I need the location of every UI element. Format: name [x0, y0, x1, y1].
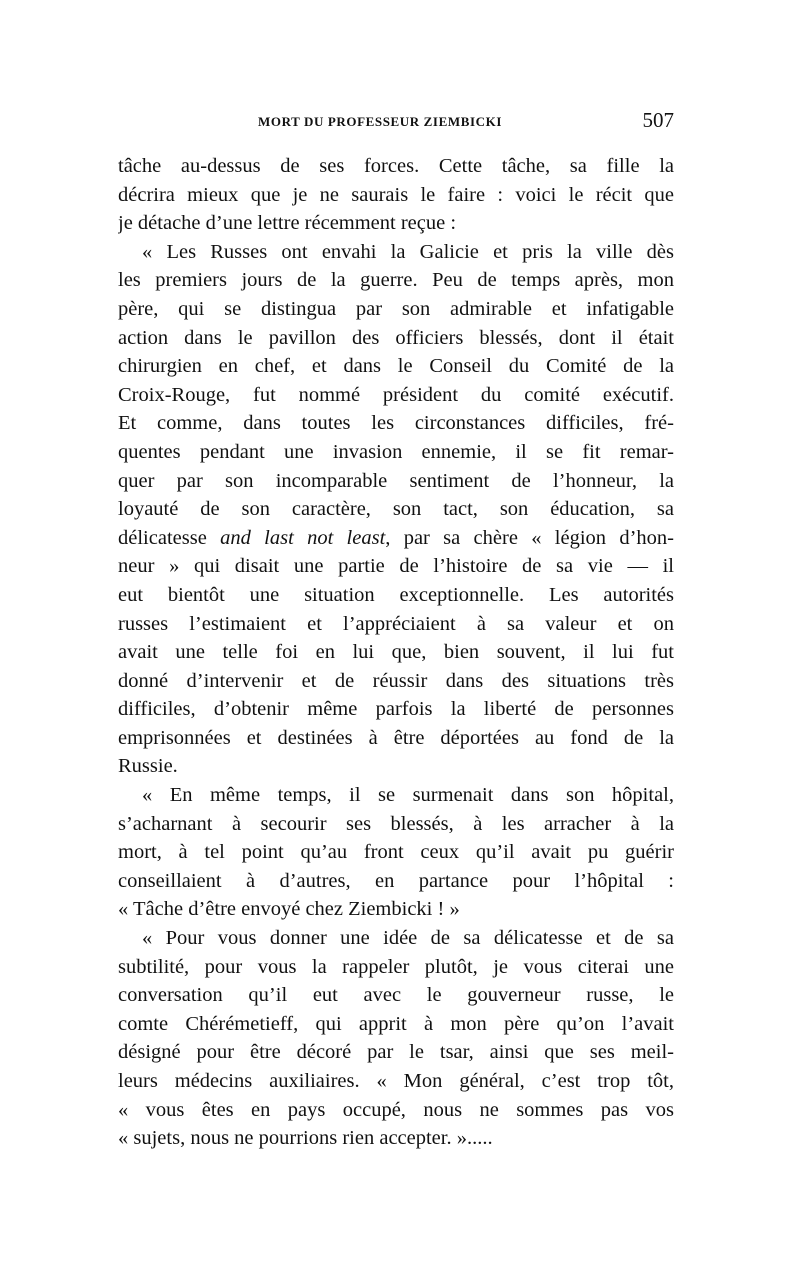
text-line: Russie.: [118, 755, 178, 778]
text-line: les premiers jours de la guerre. Peu de temps après, mon: [118, 269, 674, 292]
text-line: quentes pendant une invasion ennemie, il se fit remar-: [118, 440, 674, 463]
text-line: décrira mieux que je ne saurais le faire : voici le récit que: [118, 183, 674, 206]
text-line: neur » qui disait une partie de l’histoire de sa vie — il: [118, 555, 674, 578]
text-line: action dans le pavillon des officiers blessés, dont il était: [118, 326, 674, 349]
text-line: subtilité, pour vous la rappeler plutôt, je vous citerai une: [118, 955, 674, 978]
text-line: loyauté de son caractère, son tact, son éducation, sa: [118, 498, 674, 521]
text-line: « En même temps, il se surmenait dans son hôpital,: [142, 784, 674, 807]
text-line: désigné pour être décoré par le tsar, ainsi que ses meil-: [118, 1041, 674, 1064]
text-segment: délicatesse: [118, 526, 221, 549]
text-line: tâche au-dessus de ses forces. Cette tâche, sa fille la: [118, 155, 674, 177]
text-line: conversation qu’il eut avec le gouverneur russe, le: [118, 984, 674, 1007]
running-title: MORT DU PROFESSEUR ZIEMBICKI: [258, 114, 502, 129]
text-line: père, qui se distingua par son admirable et infatigable: [118, 297, 674, 320]
running-header: [118, 108, 674, 136]
text-line: donné d’intervenir et de réussir dans des situations très: [118, 669, 674, 692]
text-line: « Tâche d’être envoyé chez Ziembicki ! »: [118, 898, 460, 921]
text-line: eut bientôt une situation exceptionnelle. Les autorités: [118, 583, 674, 606]
page-number: 507: [642, 108, 674, 132]
text-line-with-italic: [118, 524, 674, 553]
text-line: avait une telle foi en lui que, bien souvent, il lui fut: [118, 641, 674, 664]
text-line: « Les Russes ont envahi la Galicie et pris la ville dès: [142, 240, 674, 263]
body-text: [118, 152, 674, 1153]
text-line: quer par son incomparable sentiment de l’honneur, la: [118, 469, 674, 492]
text-line: russes l’estimaient et l’appréciaient à sa valeur et on: [118, 612, 674, 635]
text-line: s’acharnant à secourir ses blessés, à les arracher à la: [118, 812, 674, 835]
text-line: « sujets, nous ne pourrions rien accepter. ».....: [118, 1127, 493, 1150]
text-line: leurs médecins auxiliaires. « Mon général, c’est trop tôt,: [118, 1070, 674, 1092]
text-line: « vous êtes en pays occupé, nous ne sommes pas vos: [118, 1098, 674, 1121]
text-segment: , par sa chère « légion d’hon-: [385, 526, 674, 549]
italic-phrase: and last not least: [220, 526, 386, 549]
text-line: emprisonnées et destinées à être déportées au fond de la: [118, 726, 674, 749]
text-line: mort, à tel point qu’au front ceux qu’il avait pu guérir: [118, 841, 674, 864]
text-line: difficiles, d’obtenir même parfois la liberté de personnes: [118, 698, 674, 721]
text-line: conseillaient à d’autres, en partance pour l’hôpital :: [118, 869, 674, 892]
text-line: chirurgien en chef, et dans le Conseil du Comité de la: [118, 355, 674, 378]
text-line: Croix-Rouge, fut nommé président du comité exécutif.: [118, 383, 674, 406]
text-line: Et comme, dans toutes les circonstances difficiles, fré-: [118, 412, 674, 435]
text-line: « Pour vous donner une idée de sa délicatesse et de sa: [142, 927, 674, 950]
text-line: comte Chérémetieff, qui apprit à mon père qu’on l’avait: [118, 1012, 674, 1035]
text-line: je détache d’une lettre récemment reçue :: [118, 212, 457, 235]
